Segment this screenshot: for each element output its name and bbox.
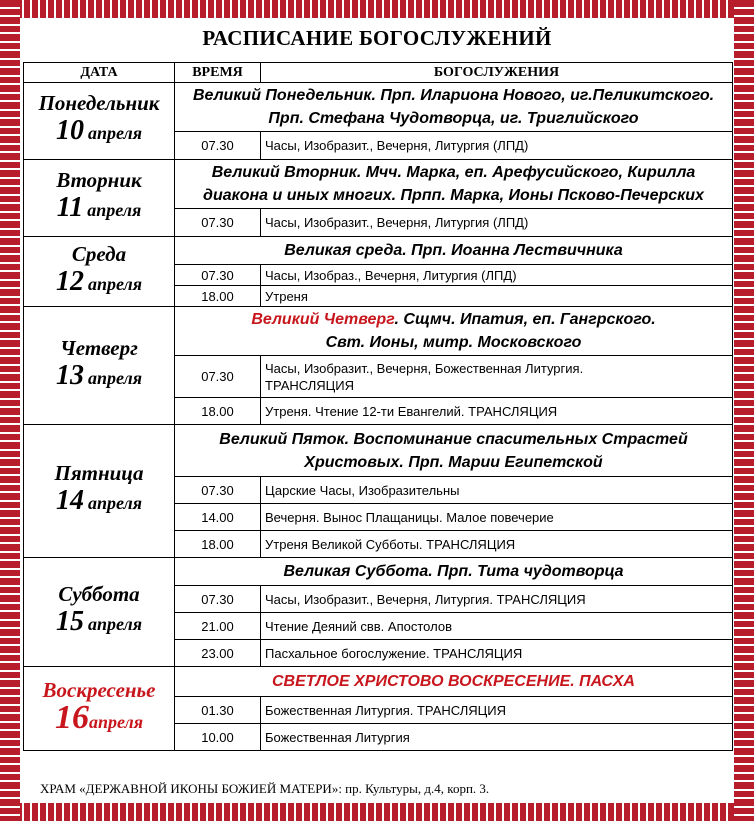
- service-text: Царские Часы, Изобразительны: [261, 477, 733, 504]
- day-number: 13: [55, 359, 84, 391]
- feast-cell: Великий Понедельник. Прп. Илариона Нового, иг.Пеликитского. Прп. Стефана Чудотворца, иг. Триглийского: [175, 83, 733, 132]
- day-cell: [24, 237, 175, 307]
- weekday: Вторник: [56, 168, 142, 192]
- day-number: 16: [54, 698, 89, 736]
- day-row-friday: [24, 425, 733, 477]
- day-cell: [24, 307, 175, 425]
- day-number: 11: [56, 192, 84, 223]
- day-row-thursday: [24, 307, 733, 356]
- day-number: 14: [55, 485, 84, 516]
- feast-cell: Великая Суббота. Прп. Тита чудотворца: [175, 558, 733, 586]
- day-cell: [24, 83, 175, 160]
- day-cell: [24, 160, 175, 237]
- service-time: 07.30: [175, 209, 261, 237]
- feast-cell: Великая среда. Прп. Иоанна Лествичника: [175, 237, 733, 265]
- header-services: БОГОСЛУЖЕНИЯ: [261, 63, 733, 83]
- ornament-border-bottom: [0, 803, 754, 821]
- feast-highlight: Великий Четверг: [251, 311, 395, 328]
- day-month: апреля: [87, 367, 143, 388]
- service-text: Часы, Изобразит., Вечерня, Литургия (ЛПД): [261, 209, 733, 237]
- day-cell: [24, 425, 175, 558]
- day-month: апреля: [87, 273, 143, 294]
- weekday: Среда: [71, 241, 127, 266]
- feast-cell: Великий Пяток. Воспоминание спасительных Страстей Христовых. Прп. Марии Египетской: [175, 425, 733, 477]
- header-date: ДАТА: [24, 63, 175, 83]
- service-text: Часы, Изобразит., Вечерня, Литургия (ЛПД): [261, 132, 733, 160]
- day-month: апреля: [88, 711, 144, 732]
- schedule-table: [23, 62, 733, 751]
- feast-cell: Великий Четверг. Сщмч. Ипатия, еп. Гангрского. Свт. Ионы, митр. Московского: [175, 307, 733, 356]
- weekday: Понедельник: [38, 91, 160, 115]
- day-row-saturday: [24, 558, 733, 586]
- day-month: апреля: [87, 614, 143, 634]
- ornament-border-top: [0, 0, 754, 18]
- service-text: Чтение Деяний свв. Апостолов: [261, 613, 733, 640]
- service-time: 18.00: [175, 398, 261, 425]
- service-time: 07.30: [175, 477, 261, 504]
- day-month: апреля: [87, 493, 143, 513]
- feast-cell: Великий Вторник. Мчч. Марка, еп. Арефусийского, Кирилла диакона и иных многих. Прпп. Марка, Ионы Псково-Печерских: [175, 160, 733, 209]
- service-time: 18.00: [175, 286, 261, 307]
- service-time: 07.30: [175, 356, 261, 398]
- day-row-monday: [24, 83, 733, 132]
- ornament-border-left: [0, 0, 20, 821]
- day-row-sunday: [24, 667, 733, 697]
- ornament-border-right: [734, 0, 754, 821]
- day-month: апреля: [87, 200, 142, 220]
- header-time: ВРЕМЯ: [175, 63, 261, 83]
- service-time: 01.30: [175, 697, 261, 724]
- service-text: Часы, Изобразит., Вечерня, Божественная Литургия. ТРАНСЛЯЦИЯ: [261, 356, 733, 398]
- church-address: ХРАМ «ДЕРЖАВНОЙ ИКОНЫ БОЖИЕЙ МАТЕРИ»: пр. Культуры, д.4, корп. 3.: [40, 781, 490, 796]
- day-number: 15: [55, 606, 84, 637]
- day-month: апреля: [87, 123, 143, 143]
- day-number: 12: [55, 265, 84, 297]
- table-header-row: [24, 63, 733, 83]
- service-time: 23.00: [175, 640, 261, 667]
- service-text: Часы, Изобразит., Вечерня, Литургия. ТРАНСЛЯЦИЯ: [261, 586, 733, 613]
- service-text: Божественная Литургия: [261, 724, 733, 751]
- feast-cell: СВЕТЛОЕ ХРИСТОВО ВОСКРЕСЕНИЕ. ПАСХА: [175, 667, 733, 697]
- service-text: Пасхальное богослужение. ТРАНСЛЯЦИЯ: [261, 640, 733, 667]
- service-text: Часы, Изобраз., Вечерня, Литургия (ЛПД): [261, 265, 733, 286]
- day-row-wednesday: [24, 237, 733, 265]
- day-cell: [24, 558, 175, 667]
- service-text: Утреня: [261, 286, 733, 307]
- weekday: Воскресенье: [42, 677, 156, 702]
- service-time: 07.30: [175, 586, 261, 613]
- service-time: 18.00: [175, 531, 261, 558]
- service-time: 21.00: [175, 613, 261, 640]
- weekday: Пятница: [54, 461, 144, 485]
- service-time: 14.00: [175, 504, 261, 531]
- day-number: 10: [55, 115, 84, 146]
- service-text: Божественная Литургия. ТРАНСЛЯЦИЯ: [261, 697, 733, 724]
- weekday: Суббота: [58, 582, 140, 606]
- service-text: Утреня. Чтение 12-ти Евангелий. ТРАНСЛЯЦИЯ: [261, 398, 733, 425]
- page-title: РАСПИСАНИЕ БОГОСЛУЖЕНИЙ: [202, 26, 552, 50]
- day-row-tuesday: [24, 160, 733, 209]
- weekday: Четверг: [60, 335, 138, 360]
- day-cell: [24, 667, 175, 751]
- service-text: Утреня Великой Субботы. ТРАНСЛЯЦИЯ: [261, 531, 733, 558]
- service-time: 07.30: [175, 265, 261, 286]
- service-time: 10.00: [175, 724, 261, 751]
- service-time: 07.30: [175, 132, 261, 160]
- service-text: Вечерня. Вынос Плащаницы. Малое повечерие: [261, 504, 733, 531]
